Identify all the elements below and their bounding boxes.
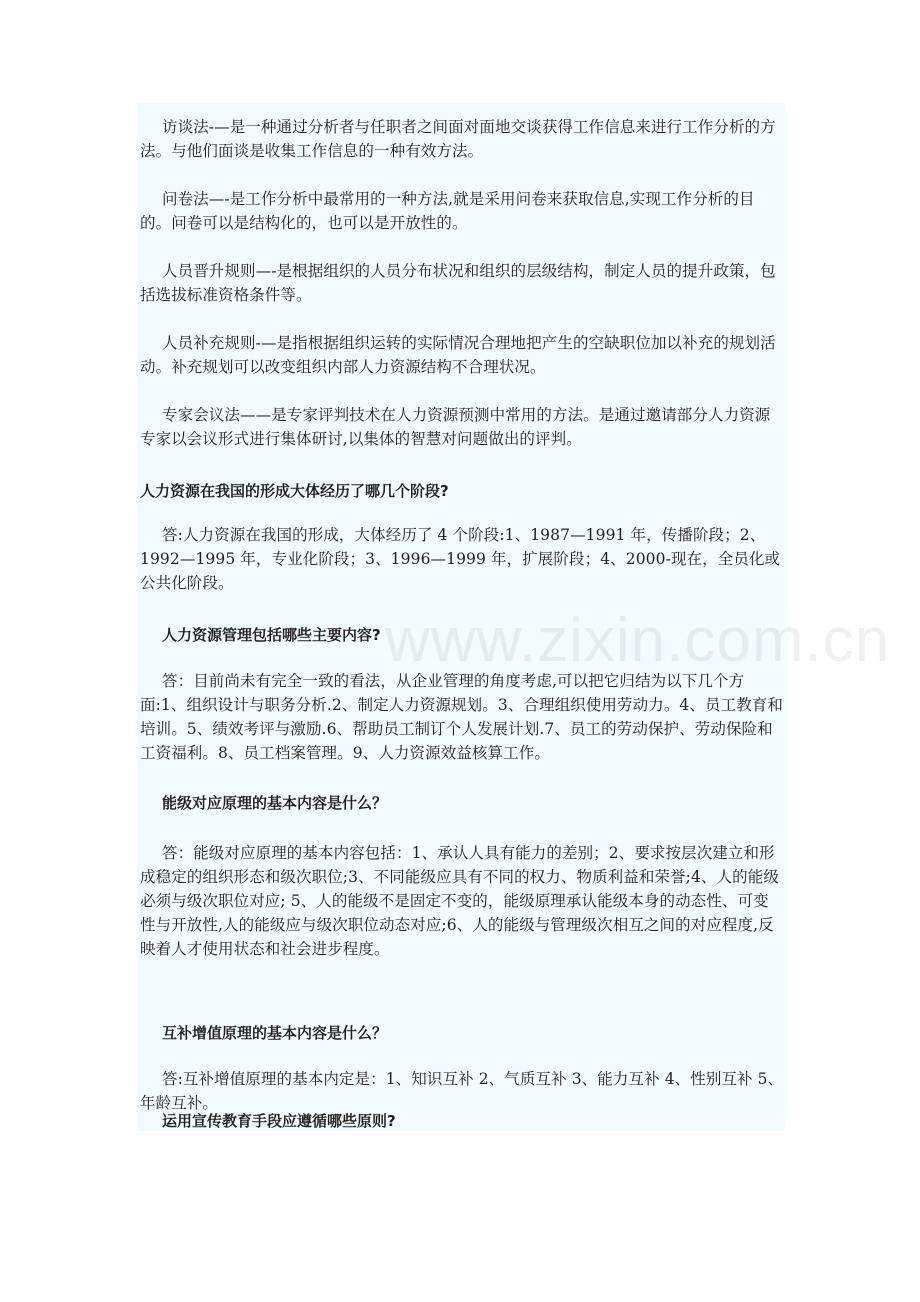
answer-paragraph: 答：目前尚未有完全一致的看法，从企业管理的角度考虑,可以把它归结为以下几个方面:1、组织设计与职务分析.2、制定人力资源规划。3、合理组织使用劳动力。4、员工教育和培训。5、绩效考评与激励.6、帮助员工制订个人发展计划.7、员工的劳动保护、劳动保险和工资福利。8、员工档案管理。9、人力资源效益核算工作。 [140, 672, 783, 762]
paragraph-interview-method: 访谈法-—是一种通过分析者与任职者之间面对面地交谈获得工作信息来进行工作分析的方法。与他们面谈是收集工作信息的一种有效方法。 [140, 118, 776, 160]
question-heading: 互补增值原理的基本内容是什么？ [162, 1024, 388, 1042]
question-heading: 运用宣传教育手段应遵循哪些原则? [162, 1112, 396, 1130]
answer-paragraph: 答：能级对应原理的基本内容包括：1、承认人具有能力的差别；2、要求按层次建立和形成稳定的组织形态和级次职位;3、不同能级应具有不同的权力、物质利益和荣誉;4、人的能级必须与级次职位对应; 5、人的能级不是固定不变的，能级原理承认能级本身的动态性、可变性与开放性,人的能级应与级次职位动态对应;6、人的能级与管理级次相互之间的对应程度,反映着人才使用状态和社会进步程度。 [140, 844, 779, 958]
document-content [137, 103, 785, 1131]
answer-paragraph: 答:人力资源在我国的形成，大体经历了 4 个阶段:1、1987—1991 年，传播阶段；2、1992—1995 年，专业化阶段；3、1996—1999 年，扩展阶段；4、2000-现在，全员化或公共化阶段。 [140, 526, 781, 592]
paragraph-supplement-rules: 人员补充规则-—是指根据组织运转的实际情况合理地把产生的空缺职位加以补充的规划活动。补充规划可以改变组织内部人力资源结构不合理状况。 [140, 334, 776, 376]
answer-paragraph: 答:互补增值原理的基本内定是：1、知识互补 2、气质互补 3、能力互补 4、性别互补 5、年龄互补。 [140, 1070, 784, 1112]
paragraph-questionnaire-method: 问卷法—-是工作分析中最常用的一种方法,就是采用问卷来获取信息,实现工作分析的目的。问卷可以是结构化的，也可以是开放性的。 [140, 190, 755, 232]
paragraph-promotion-rules: 人员晋升规则—-是根据组织的人员分布状况和组织的层级结构，制定人员的提升政策，包括选拔标准资格条件等。 [140, 262, 776, 304]
question-heading: 能级对应原理的基本内容是什么？ [162, 794, 388, 812]
question-heading: 人力资源管理包括哪些主要内容? [162, 626, 381, 644]
question-heading: 人力资源在我国的形成大体经历了哪几个阶段? [140, 482, 449, 500]
paragraph-expert-meeting-method: 专家会议法——是专家评判技术在人力资源预测中常用的方法。是通过邀请部分人力资源专家以会议形式进行集体研讨,以集体的智慧对问题做出的评判。 [140, 406, 771, 448]
